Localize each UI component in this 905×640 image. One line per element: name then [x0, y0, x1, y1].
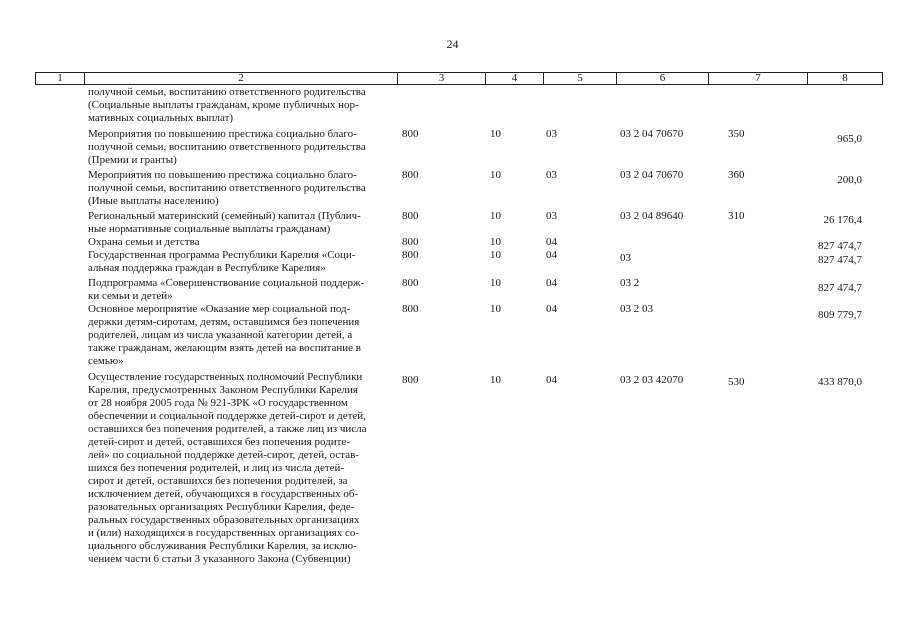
row-col-4: 10: [490, 236, 501, 248]
row-description: Мероприятия по повышению престижа социально благо- получной семьи, воспитанию ответственного родительства (Премии и гранты): [88, 128, 366, 166]
header-col-3: 3: [398, 73, 486, 85]
row-col-8: 433 870,0: [818, 376, 862, 388]
column-number-header: [35, 72, 883, 85]
row-col-3: 800: [402, 210, 419, 222]
row-description: Основное мероприятие «Оказание мер социальной под- держки детям-сиротам, детям, оставшимся без попечения родителей, лицам из числа указанной категории детей, а также гражданам, желающим взять детей на воспитание в семью»: [88, 303, 361, 367]
row-col-4: 10: [490, 303, 501, 315]
row-col-7: 360: [728, 169, 745, 181]
row-col-5: 03: [546, 210, 557, 222]
row-description: Мероприятия по повышению престижа социально благо- получной семьи, воспитанию ответственного родительства (Иные выплаты населению): [88, 169, 366, 207]
row-col-6: 03 2 04 70670: [620, 128, 684, 140]
page-number: 24: [446, 37, 459, 51]
row-col-3: 800: [402, 236, 419, 248]
header-col-1: 1: [36, 73, 85, 85]
row-description: Региональный материнский (семейный) капитал (Публич- ные нормативные социальные выплаты гражданам): [88, 210, 361, 235]
header-col-8: 8: [808, 73, 883, 85]
row-col-5: 04: [546, 249, 557, 261]
row-col-5: 03: [546, 169, 557, 181]
row-col-4: 10: [490, 249, 501, 261]
header-col-2: 2: [85, 73, 398, 85]
row-description: Государственная программа Республики Карелия «Соци- альная поддержка граждан в Республике Карелия»: [88, 249, 356, 274]
header-col-7: 7: [709, 73, 808, 85]
row-col-7: 530: [728, 376, 745, 388]
row-col-5: 04: [546, 236, 557, 248]
row-col-6: 03 2 03 42070: [620, 374, 684, 386]
row-col-4: 10: [490, 128, 501, 140]
row-col-7: 310: [728, 210, 745, 222]
row-col-6: 03: [620, 252, 631, 264]
header-col-5: 5: [544, 73, 617, 85]
row-col-4: 10: [490, 210, 501, 222]
row-col-8: 26 176,4: [823, 214, 862, 226]
row-col-3: 800: [402, 277, 419, 289]
row-description: Подпрограмма «Совершенствование социальной поддерж- ки семьи и детей»: [88, 277, 365, 302]
row-col-8: 200,0: [837, 174, 862, 186]
row-col-6: 03 2 04 89640: [620, 210, 684, 222]
row-description: Осуществление государственных полномочий Республики Карелия, предусмотренных Законом Республики Карелия от 28 ноября 2005 года № 921-ЗРК «О государственном обеспечении и социальной поддержке детей-сирот и детей, оставшихся без попечения родителей, а также лиц из числа детей-сирот и детей, оставшихся без попечения родите- лей» по социальной поддержке детей-сирот, детей, остав- шихся без попечения родителей, и лиц из числа детей- сирот и детей, оставшихся без попечения родителей, за исключением детей, обучающихся в государственных об- разовательных организациях Республики Карелия, феде- ральных государственных образовательных организациях и (или) находящихся в государственных организациях со- циального обслуживания Республики Карелия, за исклю- чением части 6 статьи 3 указанного Закона (Субвенции): [88, 371, 367, 565]
row-col-3: 800: [402, 249, 419, 261]
row-col-6: 03 2 03: [620, 303, 653, 315]
row-col-8: 827 474,7: [818, 240, 862, 252]
row-col-8: 827 474,7: [818, 254, 862, 266]
row-col-6: 03 2 04 70670: [620, 169, 684, 181]
row-col-8: 809 779,7: [818, 309, 862, 321]
row-col-5: 04: [546, 277, 557, 289]
row-col-3: 800: [402, 303, 419, 315]
row-col-4: 10: [490, 169, 501, 181]
row-col-8: 827 474,7: [818, 282, 862, 294]
row-col-5: 04: [546, 303, 557, 315]
row-col-3: 800: [402, 169, 419, 181]
row-col-4: 10: [490, 374, 501, 386]
row-col-5: 03: [546, 128, 557, 140]
row-col-3: 800: [402, 128, 419, 140]
row-col-7: 350: [728, 128, 745, 140]
header-col-6: 6: [617, 73, 709, 85]
row-col-4: 10: [490, 277, 501, 289]
row-col-6: 03 2: [620, 277, 640, 289]
row-col-5: 04: [546, 374, 557, 386]
row-col-3: 800: [402, 374, 419, 386]
header-col-4: 4: [486, 73, 544, 85]
row-description: получной семьи, воспитанию ответственного родительства (Социальные выплаты гражданам, кроме публичных нор- мативных социальных выплат): [88, 86, 366, 124]
row-description: Охрана семьи и детства: [88, 236, 200, 248]
row-col-8: 965,0: [837, 133, 862, 145]
